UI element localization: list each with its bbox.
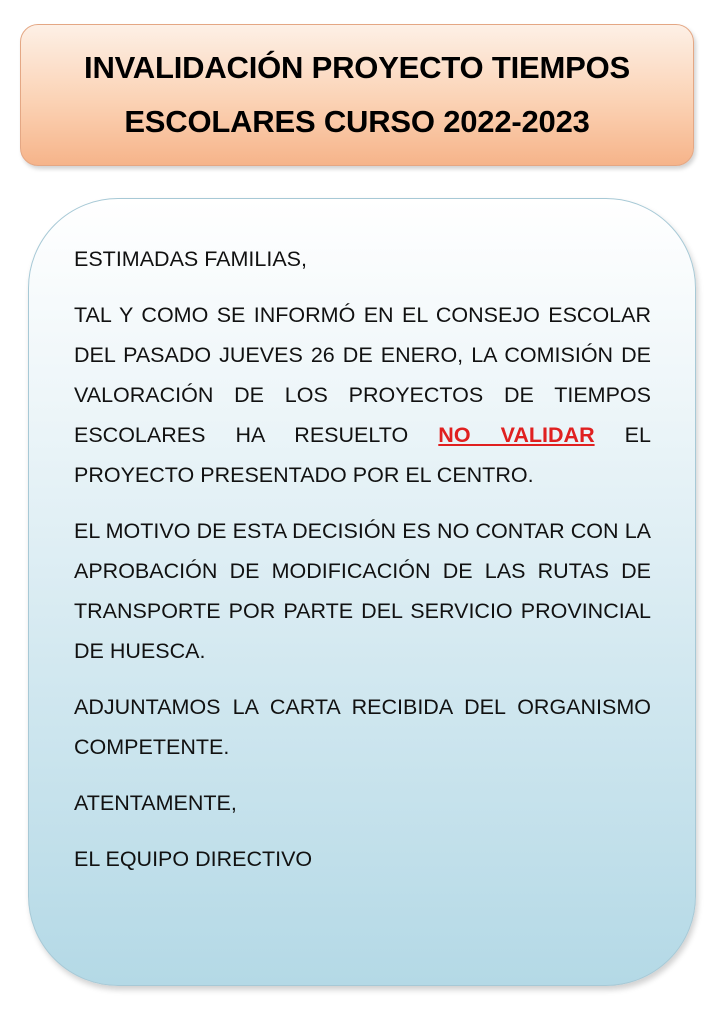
paragraph-reason: EL MOTIVO DE ESTA DECISIÓN ES NO CONTAR CON LA APROBACIÓN DE MODIFICACIÓN DE LAS RUTAS DE TRANSPORTE POR PARTE DEL SERVICIO PROVINCIAL DE HUESCA. — [74, 519, 651, 663]
paragraph-decision-start: TAL Y COMO SE INFORMÓ EN EL CONSEJO ESCOLAR DEL PASADO JUEVES 26 DE ENERO, LA COMISIÓN DE VALORACIÓN DE LOS PROYECTOS DE TIEMPOS ESCOLARES HA RESUELTO — [74, 303, 651, 447]
greeting: ESTIMADAS FAMILIAS, — [74, 247, 307, 271]
letter-text — [74, 239, 651, 895]
no-validar-highlight: NO VALIDAR — [438, 423, 595, 447]
title-line-1: INVALIDACIÓN PROYECTO TIEMPOS — [84, 50, 630, 85]
title-banner — [20, 24, 694, 166]
closing: ATENTAMENTE, — [74, 791, 237, 815]
paragraph-decision-end: EL PROYECTO PRESENTADO POR EL CENTRO. — [74, 423, 651, 487]
signature: EL EQUIPO DIRECTIVO — [74, 847, 313, 871]
letter-panel — [28, 198, 696, 986]
paragraph-decision — [74, 295, 651, 495]
title-line-2: ESCOLARES CURSO 2022-2023 — [124, 104, 590, 139]
paragraph-attachment: ADJUNTAMOS LA CARTA RECIBIDA DEL ORGANISMO COMPETENTE. — [74, 695, 651, 759]
